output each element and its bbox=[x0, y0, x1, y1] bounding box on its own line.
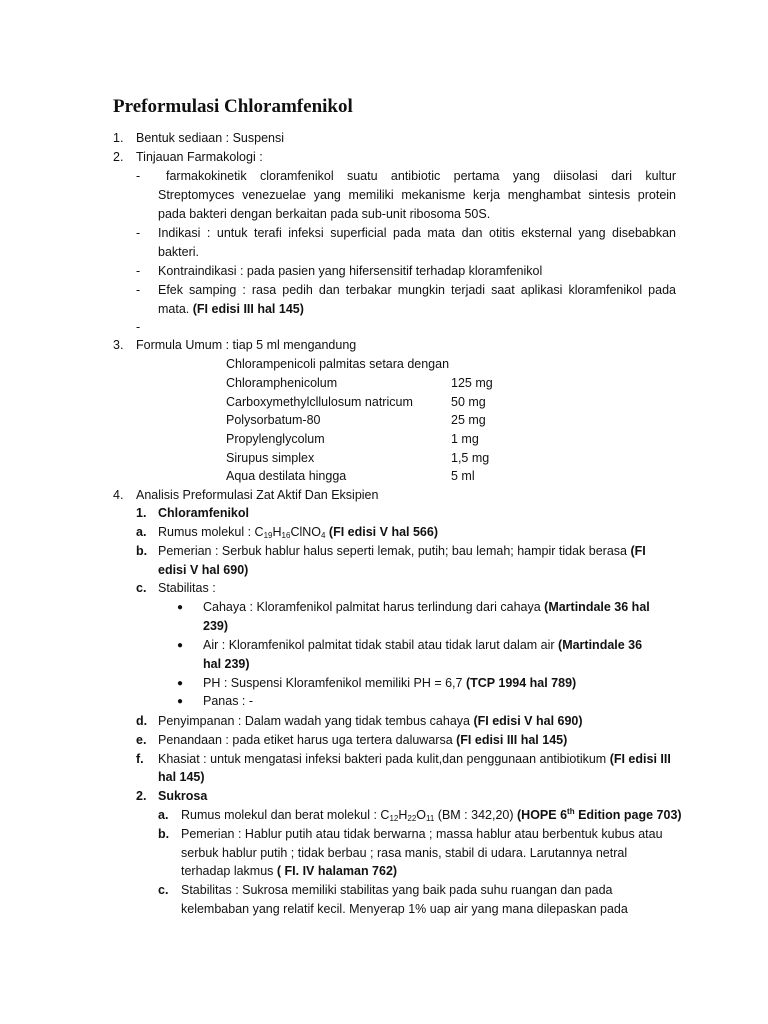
sukrosa-pemerian-line-1: Pemerian : Hablur putih atau tidak berwarna ; massa hablur atau berbentuk kubus atau bbox=[181, 827, 663, 841]
formula-quantity: 25 mg bbox=[451, 413, 486, 427]
section-1-number: 1. bbox=[113, 131, 124, 145]
bullet-dash: - bbox=[136, 169, 141, 183]
bullet-dash: - bbox=[136, 264, 141, 278]
formula-quantity: 5 ml bbox=[451, 469, 475, 483]
sub-1-number: 1. bbox=[136, 506, 147, 520]
chloramfenikol-rumus: Rumus molekul : $C_{19}H_{16}ClNO_4$ (FI edisi V hal 566) bbox=[158, 525, 438, 540]
sukrosa-pemerian-line-2: serbuk hablur putih ; tidak berbau ; rasa manis, stabil di udara. Larutannya netral bbox=[181, 846, 628, 860]
stabilitas-air: Air : Kloramfenikol palmitat tidak stabil atau tidak larut dalam air (Martindale 36 bbox=[203, 638, 643, 652]
stabilitas-cahaya-ref: 239) bbox=[203, 619, 229, 633]
section-2-heading: Tinjauan Farmakologi : bbox=[136, 150, 263, 164]
sub-1-name: Chloramfenikol bbox=[158, 506, 249, 520]
chloramfenikol-pemerian-ref: edisi V hal 690) bbox=[158, 563, 249, 577]
item-label: b. bbox=[136, 544, 148, 558]
sub-2-number: 2. bbox=[136, 789, 147, 803]
item-label: c. bbox=[158, 883, 169, 897]
item-label: d. bbox=[136, 714, 148, 728]
item-label: f. bbox=[136, 752, 144, 766]
chloramfenikol-pemerian-line-1: Pemerian : Serbuk hablur halus seperti lemak, putih; bau lemah; hampir tidak berasa (FI bbox=[158, 544, 646, 558]
stabilitas-heading: Stabilitas : bbox=[158, 581, 216, 595]
bullet-icon: ● bbox=[177, 640, 184, 651]
formula-ingredient: Polysorbatum-80 bbox=[226, 413, 321, 427]
formula-ingredient: Propylenglycolum bbox=[226, 432, 325, 446]
section-3-heading: Formula Umum : tiap 5 ml mengandung bbox=[136, 338, 357, 352]
farmakokinetik-line-3: pada bakteri dengan berkaitan pada sub-unit ribosoma 50S. bbox=[158, 207, 491, 221]
item-label: a. bbox=[136, 525, 147, 539]
stabilitas-air-ref: hal 239) bbox=[203, 657, 250, 671]
efek-samping-ref: (FI edisi III hal 145) bbox=[192, 302, 304, 316]
bullet-dash-empty: - bbox=[136, 320, 141, 334]
formula-quantity: 125 mg bbox=[451, 376, 493, 390]
page-title: Preformulasi Chloramfenikol bbox=[113, 96, 353, 117]
formula-quantity: 50 mg bbox=[451, 395, 486, 409]
khasiat-ref: hal 145) bbox=[158, 770, 205, 784]
stabilitas-ph: PH : Suspensi Kloramfenikol memiliki PH = 6,7 (TCP 1994 hal 789) bbox=[203, 676, 577, 690]
formula-quantity: 1 mg bbox=[451, 432, 479, 446]
section-4-number: 4. bbox=[113, 488, 124, 502]
penyimpanan-line: Penyimpanan : Dalam wadah yang tidak tembus cahaya (FI edisi V hal 690) bbox=[158, 714, 583, 728]
efek-samping-text: mata. bbox=[158, 302, 190, 316]
khasiat-line-1: Khasiat : untuk mengatasi infeksi bakteri pada kulit,dan penggunaan antibiotikum (FI edisi III bbox=[158, 752, 671, 766]
indikasi-line-2: bakteri. bbox=[158, 245, 199, 259]
formula-ingredient: Aqua destilata hingga bbox=[226, 469, 347, 483]
stabilitas-cahaya: Cahaya : Kloramfenikol palmitat harus terlindung dari cahaya (Martindale 36 hal bbox=[203, 600, 650, 614]
item-label: c. bbox=[136, 581, 147, 595]
efek-samping-line-1: Efek samping : rasa pedih dan terbakar mungkin terjadi saat aplikasi kloramfenikol pada bbox=[158, 283, 676, 297]
sukrosa-pemerian-line-3: terhadap lakmus ( FI. IV halaman 762) bbox=[181, 864, 398, 878]
formula-ingredient: Sirupus simplex bbox=[226, 451, 315, 465]
bullet-icon: ● bbox=[177, 678, 184, 689]
formula-ingredient: Chloramphenicolum bbox=[226, 376, 338, 390]
bullet-icon: ● bbox=[177, 696, 184, 707]
rumus-ref: (FI edisi V hal 566) bbox=[325, 525, 438, 539]
sukrosa-stabilitas-line-2: kelembaban yang relatif kecil. Menyerap 1% uap air yang mana dilepaskan pada bbox=[181, 902, 628, 916]
bullet-icon: ● bbox=[177, 602, 184, 613]
sukrosa-stabilitas-line-1: Stabilitas : Sukrosa memiliki stabilitas yang baik pada suhu ruangan dan pada bbox=[181, 883, 613, 897]
item-label: b. bbox=[158, 827, 170, 841]
section-4-heading: Analisis Preformulasi Zat Aktif Dan Eksipien bbox=[136, 488, 379, 502]
farmakokinetik-line-1: farmakokinetik cloramfenikol suatu antibiotic pertama yang diisolasi dari kultur bbox=[166, 169, 676, 183]
section-2-number: 2. bbox=[113, 150, 124, 164]
section-1-text: Bentuk sediaan : Suspensi bbox=[136, 131, 285, 145]
efek-samping-line-2 bbox=[158, 300, 304, 318]
sub-2-name: Sukrosa bbox=[158, 789, 208, 803]
bullet-dash: - bbox=[136, 226, 141, 240]
farmakokinetik-line-2: Streptomyces venezuelae yang memiliki mekanisme kerja menghambat sintesis protein bbox=[158, 188, 676, 202]
formula-intro: Chlorampenicoli palmitas setara dengan bbox=[226, 357, 450, 371]
kontraindikasi-line: Kontraindikasi : pada pasien yang hifersensitif terhadap kloramfenikol bbox=[158, 264, 543, 278]
item-label: a. bbox=[158, 808, 169, 822]
sukrosa-rumus: Rumus molekul dan berat molekul : $C_{12}H_{22}O_{11}$ (BM : 342,20) (HOPE 6th Edition page 703) bbox=[181, 807, 682, 823]
formula-quantity: 1,5 mg bbox=[451, 451, 490, 465]
penandaan-line: Penandaan : pada etiket harus uga tertera daluwarsa (FI edisi III hal 145) bbox=[158, 733, 568, 747]
item-label: e. bbox=[136, 733, 147, 747]
bullet-dash: - bbox=[136, 283, 141, 297]
stabilitas-panas: Panas : - bbox=[203, 694, 254, 708]
section-3-number: 3. bbox=[113, 338, 124, 352]
formula-ingredient: Carboxymethylcllulosum natricum bbox=[226, 395, 413, 409]
indikasi-line-1: Indikasi : untuk terafi infeksi superficial pada mata dan otitis eksternal yang disebabkan bbox=[158, 226, 676, 240]
